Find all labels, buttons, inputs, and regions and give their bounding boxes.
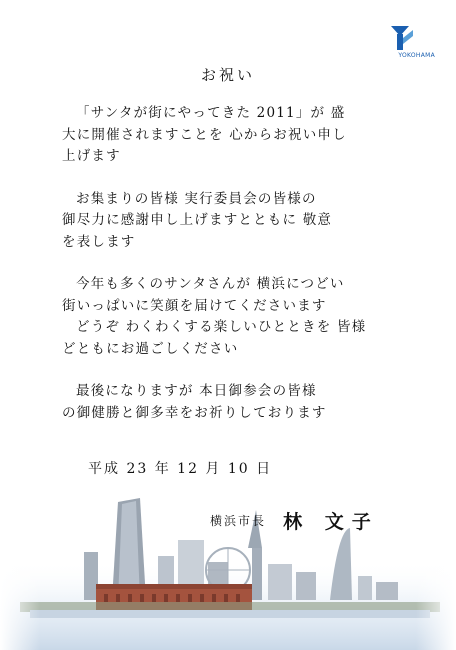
paragraph-3 (62, 274, 402, 360)
signer-name: 林 文子 (283, 511, 379, 533)
letter-body (62, 103, 402, 445)
letter-title: お祝い (200, 66, 255, 84)
paragraph-line: 大に開催されますことを 心からお祝い申し (62, 126, 347, 143)
paragraph-1 (62, 103, 402, 168)
signature-block (210, 507, 379, 534)
paragraph-line: 最後になりますが 本日御参会の皆様 (76, 383, 317, 399)
paragraph-line: お集まりの皆様 実行委員会の皆様の (76, 190, 317, 207)
paragraph-line: の御健勝と御多幸をお祈りしております (62, 404, 327, 421)
city-logo (383, 24, 435, 64)
signer-role: 横浜市長 (210, 514, 267, 528)
paragraph-line: どともにお過ごしください (62, 340, 239, 357)
paragraph-4 (62, 381, 402, 424)
yokohama-city-logo-icon (383, 24, 435, 52)
paragraph-line: どうぞ わくわくする楽しいひとときを 皆様 (76, 319, 367, 335)
paragraph-line: 今年も多くのサンタさんが 横浜につどい (76, 276, 345, 292)
paragraph-line: 上げます (62, 148, 121, 164)
paragraph-line: 御尽力に感謝申し上げますとともに 敬意 (62, 212, 333, 228)
paragraph-line: 街いっぱいに笑顔を届けてくださいます (62, 297, 327, 314)
paragraph-2 (62, 189, 402, 254)
letter-date: 平成 23 年 12 月 10 日 (88, 461, 273, 477)
logo-text: YOKOHAMA (398, 52, 435, 59)
paragraph-line: 「サンタが街にやってきた 2011」が 盛 (76, 105, 346, 121)
paragraph-line: を表します (62, 233, 136, 250)
